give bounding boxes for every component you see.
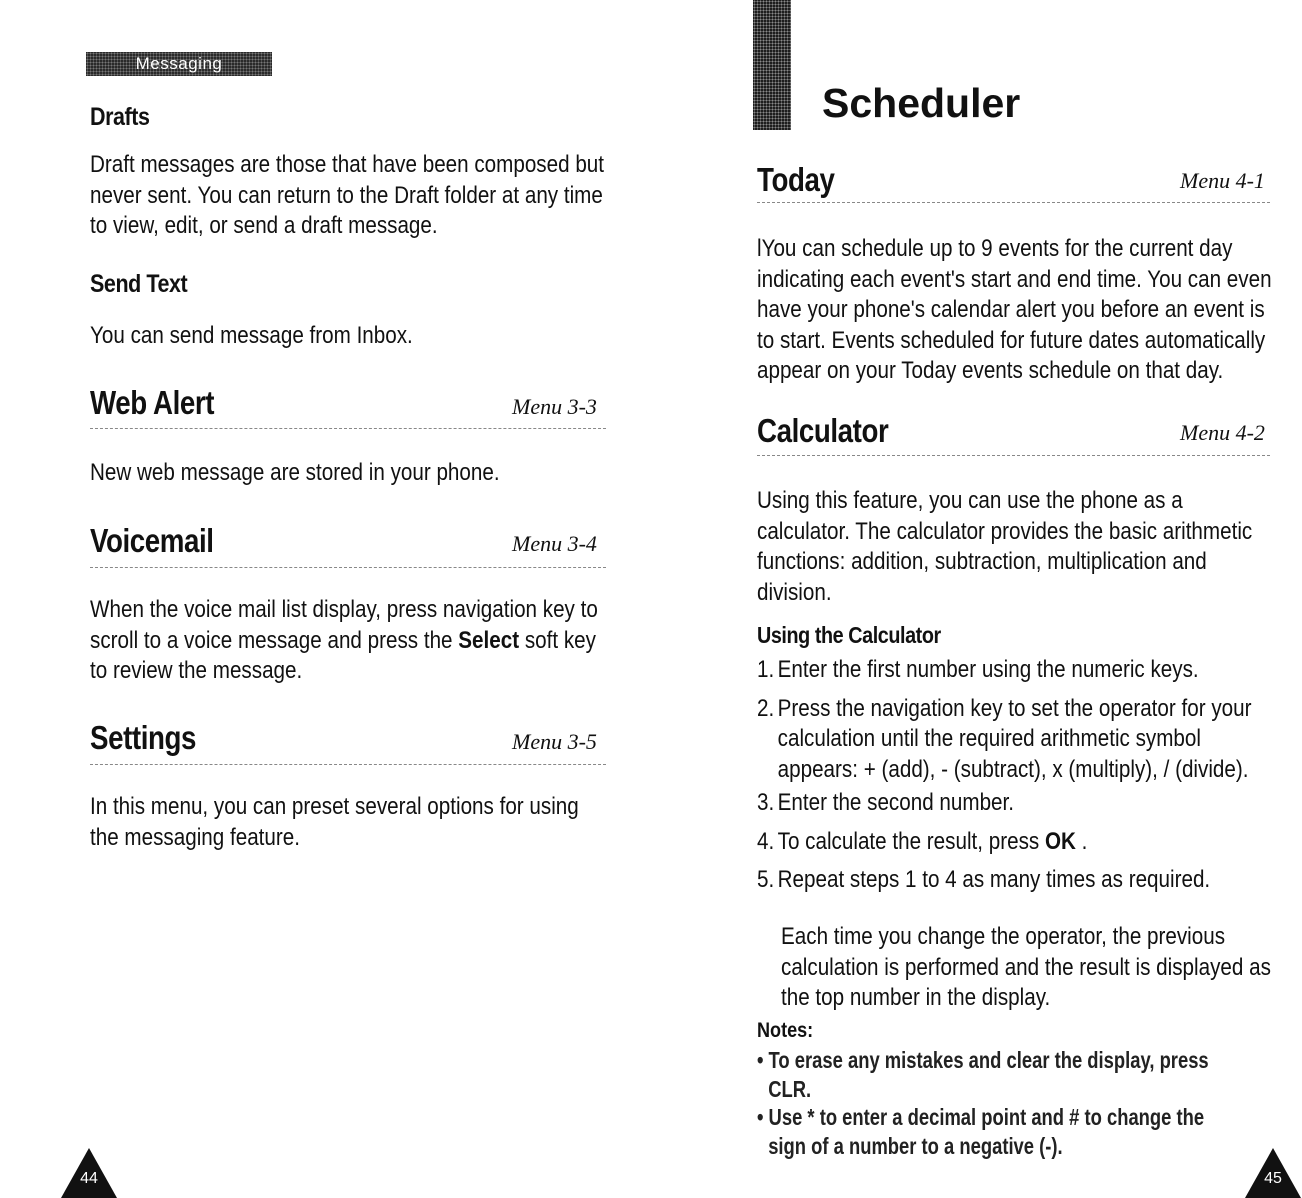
send-text-text: You can send message from Inbox. (90, 322, 413, 349)
list-item: 3. Enter the second number. (757, 789, 1015, 816)
today-heading: Today (757, 161, 835, 198)
page-number-marker-right (1245, 1148, 1301, 1198)
settings-text: In this menu, you can preset several options for using the messaging feature. (90, 793, 579, 851)
web-alert-heading: Web Alert (90, 384, 215, 421)
settings-rule (90, 764, 606, 765)
select-key-label: Select (458, 626, 520, 654)
notes-label: Notes: (757, 1019, 814, 1042)
section-tab: Messaging (86, 52, 272, 76)
web-alert-text: New web message are stored in your phone. (90, 459, 500, 486)
list-item: 2. Press the navigation key to set the operator for your calculation until the required arithmetic symbol appears: + (add), - (subtract), x (multiply), / (divide). (757, 694, 1252, 783)
ok-key-label: OK (1044, 827, 1076, 855)
notes-list: • To erase any mistakes and clear the display, press CLR. • Use * to enter a decimal point and # to change the sign of a number to a negative (-). (757, 1047, 1209, 1159)
calculator-heading: Calculator (757, 412, 889, 449)
today-text: lYou can schedule up to 9 events for the current day indicating each event's start and end time. You can even have your phone's calendar alert you before an event is to start. Events scheduled for future dates automatically appear on your Today events schedule on that day. (757, 235, 1272, 384)
using-calculator-heading: Using the Calculator (757, 622, 941, 648)
voicemail-rule (90, 567, 606, 568)
list-item: 5. Repeat steps 1 to 4 as many times as required. (757, 866, 1211, 893)
drafts-text: Draft messages are those that have been composed but never sent. You can return to the Draft folder at any time to view, edit, or send a draft message. (90, 151, 605, 239)
list-item: 1. Enter the first number using the numeric keys. (757, 656, 1199, 683)
send-text-heading: Send Text (90, 270, 188, 298)
chapter-bar (753, 0, 791, 130)
list-item: 4. To calculate the result, press OK . (757, 827, 1088, 855)
page-number-right: 45 (1264, 1170, 1282, 1187)
voicemail-menu-ref: Menu 3-4 (512, 531, 597, 556)
drafts-heading: Drafts (90, 103, 150, 131)
voicemail-text: When the voice mail list display, press navigation key to scroll to a voice message and press the Select soft key to review the message. (90, 596, 598, 684)
calculator-steps (757, 655, 1278, 896)
today-menu-ref: Menu 4-1 (1180, 168, 1265, 193)
calculator-text: Using this feature, you can use the phone as a calculator. The calculator provides the basic arithmetic functions: addition, subtraction, multiplication and division. (757, 487, 1253, 606)
web-alert-menu-ref: Menu 3-3 (512, 394, 597, 419)
calculator-menu-ref: Menu 4-2 (1180, 420, 1265, 445)
voicemail-heading: Voicemail (90, 522, 214, 559)
page-title: Scheduler (822, 80, 1021, 126)
today-rule (757, 202, 1270, 203)
settings-menu-ref: Menu 3-5 (512, 729, 597, 754)
calculator-after-steps: Each time you change the operator, the previous calculation is performed and the result is displayed as the top number in the display. (781, 923, 1271, 1011)
page-number-marker-left (61, 1148, 117, 1198)
settings-heading: Settings (90, 719, 196, 756)
calculator-rule (757, 455, 1270, 456)
web-alert-rule (90, 428, 606, 429)
page-number-left: 44 (80, 1170, 98, 1187)
